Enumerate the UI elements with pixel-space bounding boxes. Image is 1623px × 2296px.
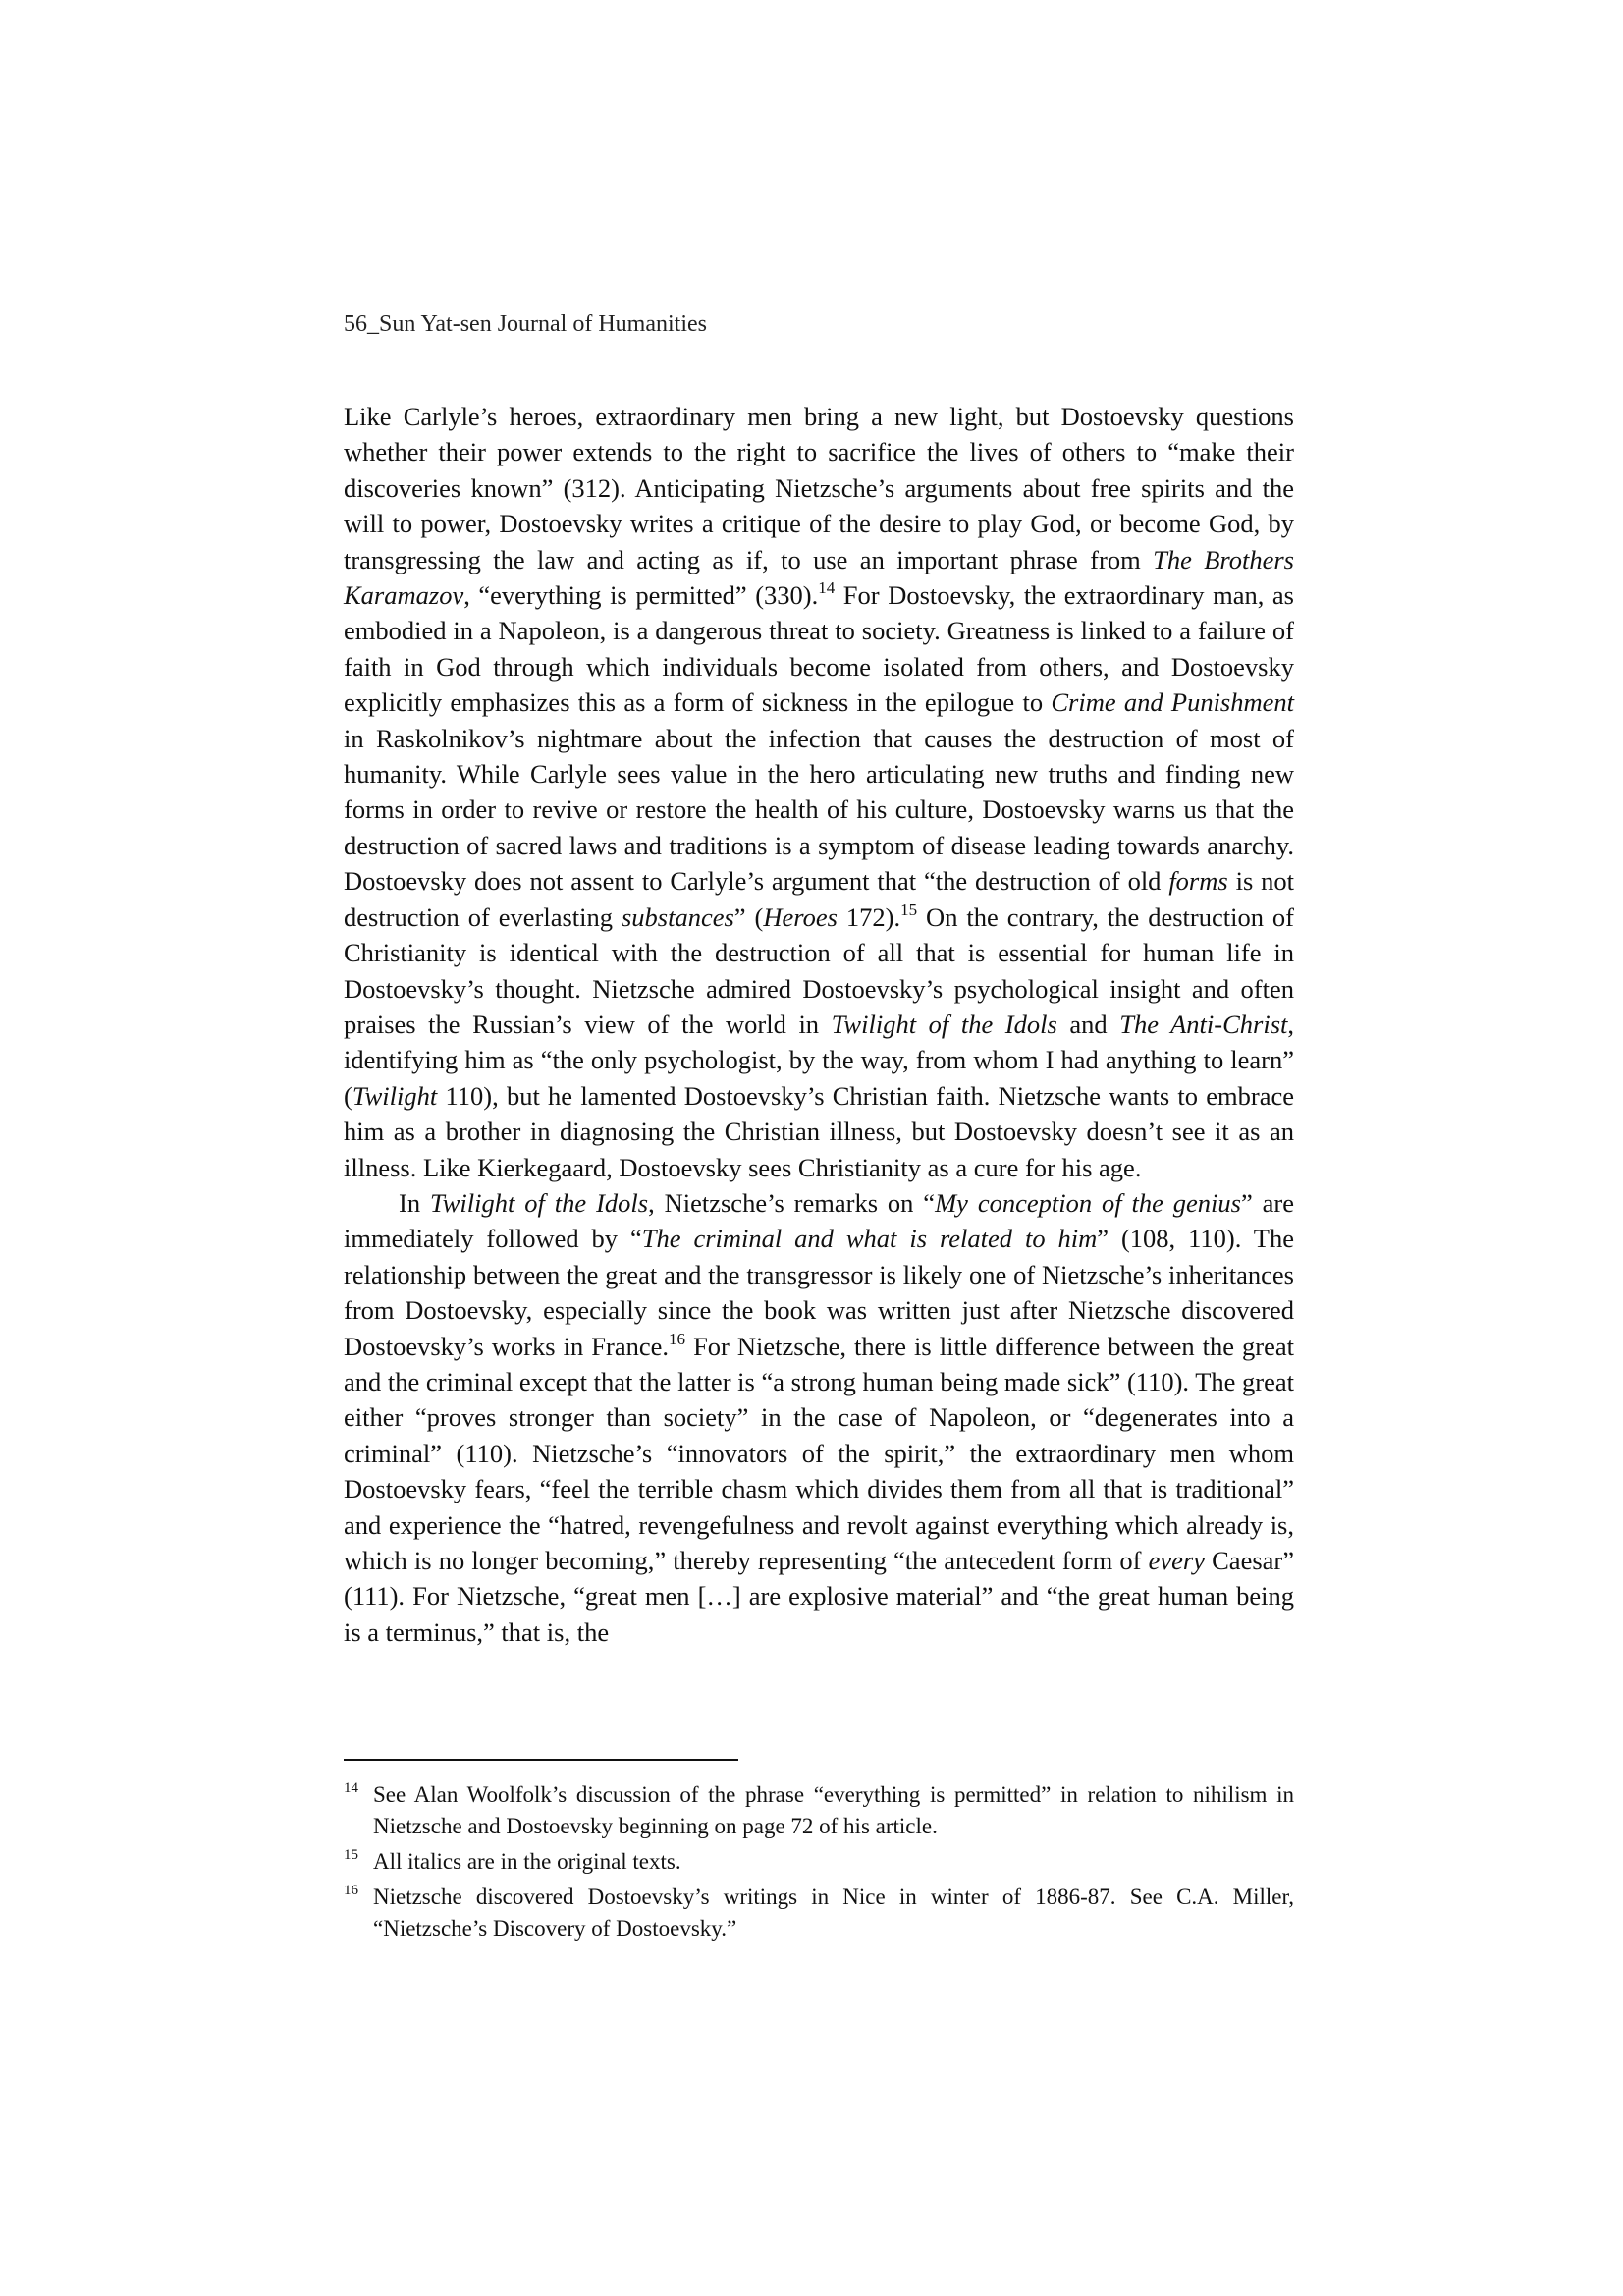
footnote-number: 14 — [344, 1780, 358, 1796]
footnote-text: See Alan Woolfolk’s discussion of the phrase “everything is permitted” in relation to nihilism in Nietzsche and Dostoevsky beginning on page 72 of his article. — [373, 1782, 1294, 1838]
footnote-number: 15 — [344, 1847, 358, 1863]
footnote-14 — [344, 1779, 1294, 1842]
text-run: In — [399, 1187, 430, 1218]
footnote-text: All italics are in the original texts. — [373, 1849, 681, 1874]
italic-title: Twilight — [352, 1080, 438, 1111]
italic-title: Twilight of the Idols — [831, 1009, 1057, 1039]
text-run: in Raskolnikov’s nightmare about the infection that causes the destruction of most of humanity. While Carlyle sees value in the hero articulating new truths and finding new forms in order to revive or restore the health of his culture, Dostoevsky warns us that the destruction of sacred laws and traditions is a symptom of disease leading towards anarchy. Dostoevsky does not assent to Carlyle’s argument that “the destruction of old — [344, 723, 1294, 897]
running-head: 56_Sun Yat-sen Journal of Humanities — [344, 311, 707, 337]
text-run: , identifying him as “the only psychologist, by the way, from whom I had anything to learn” ( — [344, 1009, 1294, 1111]
paragraph — [344, 1185, 1294, 1650]
text-run: ” ( — [733, 902, 764, 932]
text-run: Caesar” (111). For Nietzsche, “great men […] are explosive material” and “the great human being is a terminus,” that is, the — [344, 1546, 1294, 1647]
text-run: 110), but he lamented Dostoevsky’s Christian faith. Nietzsche wants to embrace him as a brother in diagnosing the Christian illness, but Dostoevsky doesn’t see it as an illness. Like Kierkegaard, Dostoevsky sees Christianity as a cure for his age. — [344, 1080, 1294, 1182]
footnote-ref[interactable]: 15 — [900, 900, 918, 919]
footnote-divider — [344, 1759, 738, 1761]
paragraph — [344, 399, 1294, 1185]
italic-title: Crime and Punishment — [1051, 687, 1295, 718]
text-run: For Nietzsche, there is little difference between the great and the criminal except that the latter is “a strong human being made sick” (110). The great either “proves stronger than society” in the case of Napoleon, or “degenerates into a criminal” (110). Nietzsche’s “innovators of the spirit,” the extraordinary men whom Dostoevsky fears, “feel the terrible chasm which divides them from all that is traditional” and experience the “hatred, revengefulness and revolt against everything which already is, which is no longer becoming,” thereby representing “the antecedent form of — [344, 1331, 1294, 1575]
italic-title: Heroes — [763, 902, 838, 932]
italic-emphasis: substances — [621, 902, 734, 932]
footnote-16 — [344, 1882, 1294, 1944]
italic-quote: My conception of the genius — [935, 1187, 1241, 1218]
text-run: For Dostoevsky, the extraordinary man, as embodied in a Napoleon, is a dangerous threat to society. Greatness is linked to a failure of faith in God through which individuals become isolated from others, and Dostoevsky explicitly emphasizes this as a form of sickness in the epilogue to — [344, 580, 1294, 718]
text-run: and — [1056, 1009, 1120, 1039]
text-run: ” are immediately followed by “ — [344, 1187, 1294, 1254]
italic-quote: The criminal and what is related to him — [641, 1224, 1098, 1254]
footnote-ref[interactable]: 16 — [669, 1329, 686, 1348]
text-run: , Nietzsche’s remarks on “ — [648, 1187, 936, 1218]
footnote-number: 16 — [344, 1883, 358, 1898]
footnote-15 — [344, 1846, 1294, 1878]
italic-title: The Anti-Christ — [1119, 1009, 1288, 1039]
text-run: Like Carlyle’s heroes, extraordinary men bring a new light, but Dostoevsky questions whether their power extends to the right to sacrifice the lives of others to “make their discoveries known” (312). Anticipating Nietzsche’s arguments about free spirits and the will to power, Dostoevsky writes a critique of the desire to play God, or become God, by transgressing the law and acting as if, to use an important phrase from — [344, 402, 1294, 574]
text-run: ” (108, 110). The relationship between the great and the transgressor is likely one of Nietzsche’s inheritances from Dostoevsky, especially since the book was written just after Nietzsche discovered Dostoevsky’s works in France. — [344, 1224, 1294, 1361]
text-run: is not destruction of everlasting — [344, 866, 1294, 932]
italic-emphasis: forms — [1168, 866, 1228, 897]
italic-emphasis: every — [1148, 1546, 1205, 1575]
footnote-ref[interactable]: 14 — [818, 578, 836, 598]
italic-title: Twilight of the Idols — [429, 1187, 649, 1218]
footnotes — [344, 1779, 1294, 1948]
text-run: , “everything is permitted” (330). — [463, 580, 819, 611]
footnote-text: Nietzsche discovered Dostoevsky’s writings in Nice in winter of 1886-87. See C.A. Miller, “Nietzsche’s Discovery of Dostoevsky.” — [373, 1885, 1294, 1941]
text-run: On the contrary, the destruction of Christianity is identical with the destruction of all that is essential for human life in Dostoevsky’s thought. Nietzsche admired Dostoevsky’s psychological insight and often praises the Russian’s view of the world in — [344, 902, 1295, 1039]
italic-title: The Brothers Karamazov — [344, 544, 1294, 611]
body-text — [344, 399, 1294, 1650]
text-run: 172). — [837, 902, 901, 932]
